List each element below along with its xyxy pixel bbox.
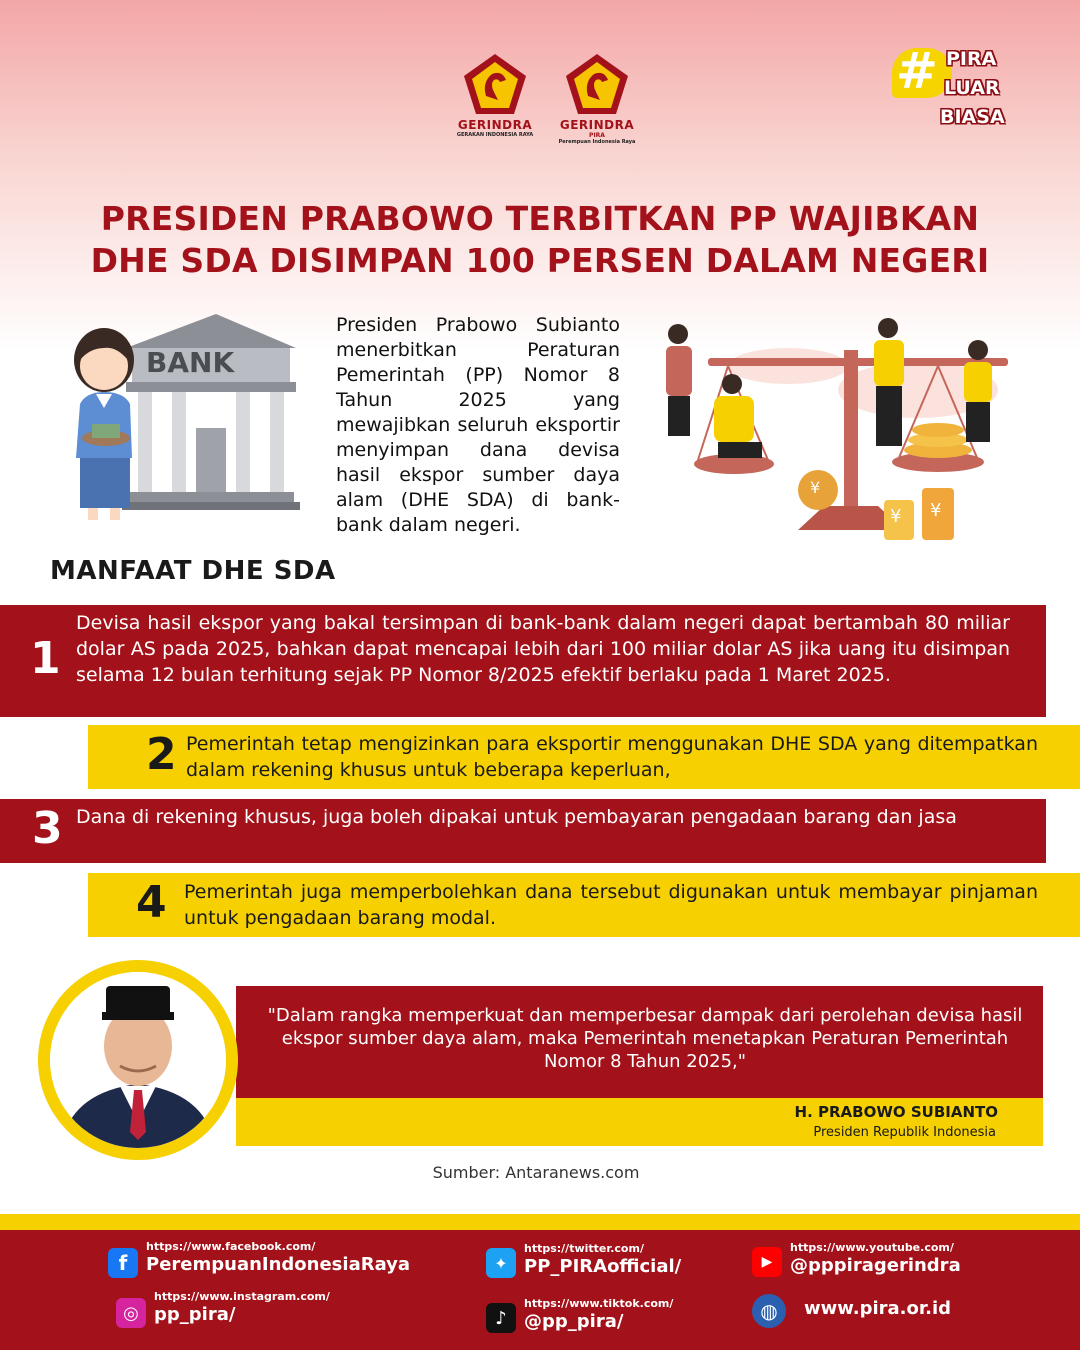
garuda-emblem-icon (564, 52, 630, 118)
benefit-item (0, 799, 1046, 863)
title-line: DHE SDA DISIMPAN 100 PERSEN DALAM NEGERI (90, 241, 990, 280)
social-instagram[interactable] (116, 1290, 376, 1330)
quote-author-role: Presiden Republik Indonesia (813, 1125, 996, 1140)
hashtag-line: BIASA (940, 106, 1005, 128)
section-title: MANFAAT DHE SDA (50, 556, 336, 586)
social-handle[interactable]: @pppiragerindra (790, 1255, 961, 1276)
social-youtube[interactable] (752, 1241, 992, 1281)
benefit-text: Pemerintah juga memperbolehkan dana tersebut digunakan untuk membayar pinjaman untuk pengadaan barang modal. (184, 881, 1038, 929)
coin-symbol: ¥ (890, 506, 902, 527)
logo-subtitle: GERAKAN INDONESIA RAYA (456, 132, 534, 138)
benefit-text: Devisa hasil ekspor yang bakal tersimpan di bank-bank dalam negeri dapat bertambah 80 miliar dolar AS pada 2025, bahkan dapat mencapai lebih dari 100 miliar dolar AS jika uang itu disimpan selama 12 bulan terhitung sejak PP Nomor 8/2025 efektif berlaku pada 1 Maret 2025. (76, 612, 1010, 686)
hashtag-mark: # (896, 42, 938, 100)
social-tiktok[interactable] (486, 1297, 706, 1337)
logo-name: GERINDRA (457, 118, 533, 132)
hashtag-line: PIRA (946, 48, 997, 70)
hashtag-badge (892, 42, 1012, 136)
title-line: PRESIDEN PRABOWO TERBITKAN PP WAJIBKAN (100, 199, 980, 238)
benefit-number: 1 (30, 633, 61, 684)
social-website[interactable] (752, 1290, 992, 1330)
youtube-icon: ▶ (752, 1247, 782, 1277)
social-handle[interactable]: PerempuanIndonesiaRaya (146, 1254, 411, 1275)
social-url[interactable]: https://www.instagram.com/ (154, 1290, 330, 1303)
social-url[interactable]: https://www.youtube.com/ (790, 1241, 954, 1254)
benefit-number: 3 (32, 803, 63, 854)
intro-paragraph: Presiden Prabowo Subianto menerbitkan Peraturan Pemerintah (PP) Nomor 8 Tahun 2025 yang mewajibkan seluruh eksportir menyimpan dana devisa hasil ekspor sumber daya alam (DHE SDA) di bank-bank dalam negeri. (336, 314, 620, 536)
social-url[interactable]: https://twitter.com/ (524, 1242, 644, 1255)
quote-text: "Dalam rangka memperkuat dan memperbesar dampak dari perolehan devisa hasil ekspor sumber daya alam, maka Pemerintah menetapkan Peraturan Pemerintah Nomor 8 Tahun 2025," (267, 1005, 1023, 1072)
footer-accent-bar (0, 1214, 1080, 1230)
twitter-icon: ✦ (486, 1248, 516, 1278)
social-handle[interactable]: pp_pira/ (154, 1304, 236, 1325)
social-url[interactable]: https://www.facebook.com/ (146, 1240, 316, 1253)
social-url[interactable]: https://www.tiktok.com/ (524, 1297, 674, 1310)
globe-icon: ◍ (752, 1294, 786, 1328)
social-twitter[interactable] (486, 1242, 706, 1282)
tiktok-icon: ♪ (486, 1303, 516, 1333)
facebook-icon: f (108, 1248, 138, 1278)
benefit-text: Pemerintah tetap mengizinkan para eksportir menggunakan DHE SDA yang ditempatkan dalam rekening khusus untuk beberapa keperluan, (186, 733, 1038, 781)
coin-symbol: ¥ (930, 500, 942, 521)
quote-author-name: H. PRABOWO SUBIANTO (794, 1103, 998, 1121)
gerindra-logo (450, 52, 540, 152)
benefit-item (88, 873, 1080, 937)
social-handle[interactable]: @pp_pira/ (524, 1311, 624, 1332)
scale-illustration (648, 310, 1020, 546)
page-title (40, 198, 1040, 282)
benefit-item (0, 605, 1046, 717)
social-handle[interactable]: PP_PIRAofficial/ (524, 1256, 682, 1277)
bank-sign: BANK (146, 346, 235, 379)
hashtag-line: LUAR (944, 77, 1000, 99)
gerindra-pira-logo (552, 52, 642, 152)
benefit-item (88, 725, 1080, 789)
benefit-number: 4 (136, 877, 167, 928)
logo-subtitle-top: PIRA (589, 132, 605, 139)
logo-name: GERINDRA (559, 118, 635, 132)
bank-illustration (66, 308, 306, 528)
benefit-number: 2 (146, 729, 177, 780)
logo-subtitle: Perempuan Indonesia Raya (558, 139, 636, 145)
coin-symbol: ¥ (810, 478, 821, 497)
benefit-text: Dana di rekening khusus, juga boleh dipakai untuk pembayaran pengadaan barang dan jasa (76, 806, 957, 828)
instagram-icon: ◎ (116, 1298, 146, 1328)
social-handle[interactable]: www.pira.or.id (804, 1298, 952, 1319)
source-credit: Sumber: Antaranews.com (432, 1163, 640, 1182)
garuda-emblem-icon (462, 52, 528, 118)
social-facebook[interactable] (108, 1240, 428, 1280)
president-portrait (50, 972, 226, 1148)
